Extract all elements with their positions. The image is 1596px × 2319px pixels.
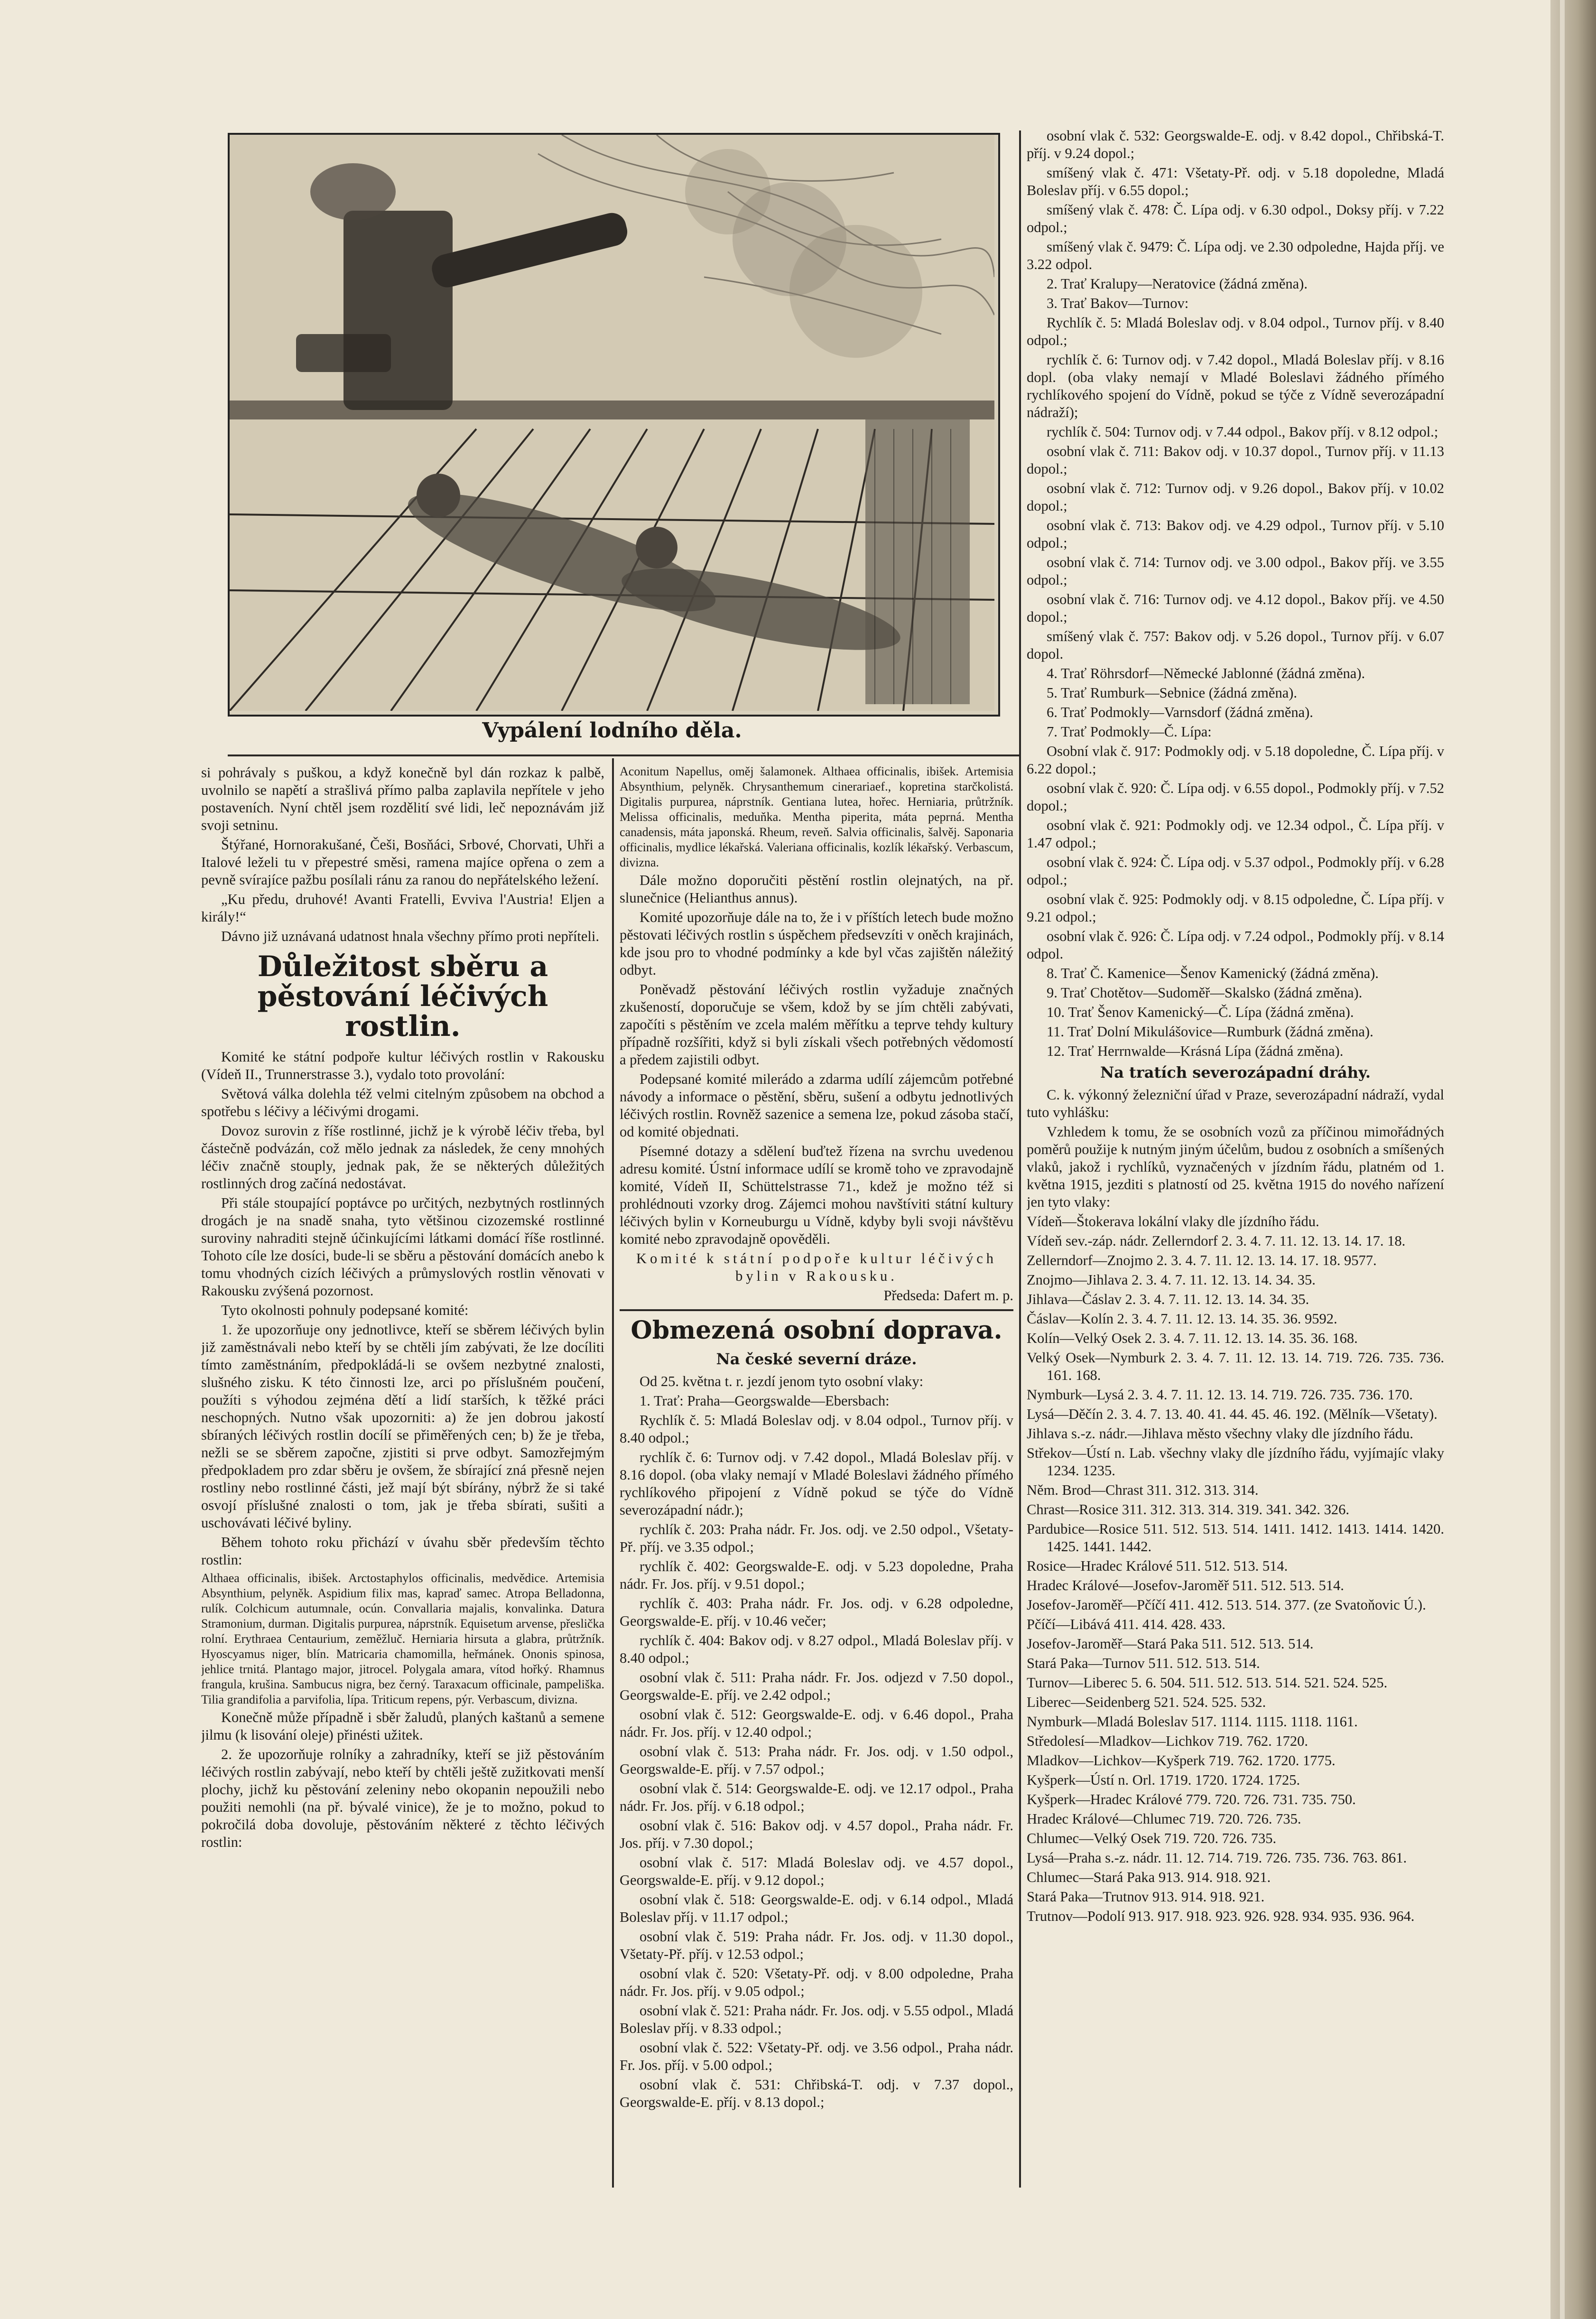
route-entry: Nymburk—Mladá Boleslav 517. 1114. 1115. 1118. 1161.	[1027, 1714, 1358, 1730]
route-entry: Středolesí—Mladkov—Lichkov 719. 762. 1720.	[1027, 1733, 1308, 1749]
train-entry: osobní vlak č. 517: Mladá Boleslav odj. ve 4.57 dopol., Georgswalde-E. příj. v 9.12 dopol.;	[620, 1854, 1013, 1888]
train-entry: osobní vlak č. 516: Bakov odj. v 4.57 dopol., Praha nádr. Fr. Jos. příj. v 7.30 dopol.;	[620, 1817, 1013, 1851]
train-entry: smíšený vlak č. 757: Bakov odj. v 5.26 dopol., Turnov příj. v 6.07 dopol.	[1027, 628, 1444, 662]
train-list-northwest	[1027, 1213, 1444, 1925]
train-entry: osobní vlak č. 520: Všetaty-Př. odj. v 8.00 odpoledne, Praha nádr. Fr. Jos. příj. v 9.05 odpol.;	[620, 1965, 1013, 1999]
train-list-col3	[1027, 127, 1444, 1060]
route-entry: Něm. Brod—Chrast 311. 312. 313. 314.	[1027, 1482, 1259, 1498]
train-entry: osobní vlak č. 926: Č. Lípa odj. v 7.24 odpol., Podmokly příj. v 8.14 odpol.	[1027, 928, 1444, 962]
route-entry: Hradec Králové—Josefov-Jaroměř 511. 512. 513. 514.	[1027, 1577, 1344, 1593]
route-entry: Lysá—Děčín 2. 3. 4. 7. 13. 40. 41. 44. 45. 46. 192. (Mělník—Všetaty).	[1027, 1406, 1438, 1422]
plant-list-2: Aconitum Napellus, oměj šalamonek. Althaea officinalis, ibišek. Artemisia Absynthium, pelyněk. Chrysanthemum cinerariaef., kopretina starčkolistá. Digitalis purpurea, náprstník. Gentiana lutea, hořec. Herniaria, průtržník. Melissa officinalis, meduňka. Mentha piperita, máta peprná. Mentha canadensis, máta japonská. Rheum, reveň. Salvia officinalis, šalvěj. Saponaria officinalis, mydlice lékařská. Valeriana officinalis, kozlík lékařský. Verbascum, divizna.	[620, 764, 1013, 869]
train-entry: Rychlík č. 5: Mladá Boleslav odj. v 8.04 odpol., Turnov příj. v 8.40 odpol.;	[620, 1412, 1013, 1446]
column-rule-right	[1019, 130, 1021, 2188]
train-list-col2	[620, 1392, 1013, 2111]
train-entry: 3. Trať Bakov—Turnov:	[1047, 295, 1189, 311]
train-entry: rychlík č. 402: Georgswalde-E. odj. v 5.23 dopoledne, Praha nádr. Fr. Jos. příj. v 9.51 dopol.;	[620, 1558, 1013, 1592]
route-entry: Nymburk—Lysá 2. 3. 4. 7. 11. 12. 13. 14. 719. 726. 735. 736. 170.	[1027, 1387, 1413, 1403]
train-entry: rychlík č. 504: Turnov odj. v 7.44 odpol., Bakov příj. v 8.12 odpol.;	[1047, 424, 1438, 440]
signature-org: Komité k státní podpoře kultur léčivých bylin v Rakousku.	[636, 1250, 997, 1284]
herbs-para-10: Dále možno doporučiti pěstění rostlin olejnatých, na př. slunečnice (Helianthus annus).	[620, 872, 1013, 906]
column-3	[1027, 127, 1444, 2188]
subtitle-north-railway: Na české severní dráze.	[716, 1350, 917, 1368]
route-entry: Chlumec—Velký Osek 719. 720. 726. 735.	[1027, 1830, 1277, 1846]
train-entry: osobní vlak č. 518: Georgswalde-E. odj. v 6.14 odpol., Mladá Boleslav příj. v 11.17 odpol.;	[620, 1891, 1013, 1925]
herbs-para-1: Komité ke státní podpoře kultur léčivých rostlin v Rakousku (Vídeň II., Trunnerstrasse 3.), vydalo toto provolání:	[201, 1049, 604, 1082]
herbs-para-7: Během tohoto roku přichází v úvahu sběr především těchto rostlin:	[201, 1534, 604, 1568]
route-entry: Turnov—Liberec 5. 6. 504. 511. 512. 513. 514. 521. 524. 525.	[1027, 1675, 1388, 1691]
article-title-transport: Obmezená osobní doprava.	[631, 1316, 1002, 1345]
route-entry: Velký Osek—Nymburk 2. 3. 4. 7. 11. 12. 13. 14. 719. 726. 735. 736. 161. 168.	[1027, 1350, 1444, 1383]
train-entry: osobní vlak č. 532: Georgswalde-E. odj. v 8.42 dopol., Chřibská-T. příj. v 9.24 dopol.;	[1027, 128, 1444, 161]
route-entry: Jihlava s.-z. nádr.—Jihlava město všechny vlaky dle jízdního řádu.	[1027, 1425, 1413, 1442]
route-entry: Rosice—Hradec Králové 511. 512. 513. 514.	[1027, 1558, 1288, 1574]
article-title-herbs: Důležitost sběru a pěstování léčivých rostlin.	[257, 950, 548, 1043]
train-entry: Osobní vlak č. 917: Podmokly odj. v 5.18 dopoledne, Č. Lípa příj. v 6.22 dopol.;	[1027, 743, 1444, 777]
train-entry: 5. Trať Rumburk—Sebnice (žádná změna).	[1047, 685, 1298, 701]
route-entry: Trutnov—Podolí 913. 917. 918. 923. 926. 928. 934. 935. 936. 964.	[1027, 1908, 1415, 1924]
train-entry: rychlík č. 404: Bakov odj. v 8.27 odpol., Mladá Boleslav příj. v 8.40 odpol.;	[620, 1632, 1013, 1666]
train-entry: smíšený vlak č. 9479: Č. Lípa odj. ve 2.30 odpoledne, Hajda příj. ve 3.22 odpol.	[1027, 239, 1444, 272]
herbs-para-8: Konečně může případně i sběr žaludů, planých kaštanů a semene jilmu (k lisování oleje) přinésti užitek.	[201, 1709, 604, 1743]
train-entry: 4. Trať Röhrsdorf—Německé Jablonné (žádná změna).	[1047, 665, 1365, 681]
train-entry: osobní vlak č. 711: Bakov odj. v 10.37 dopol., Turnov příj. v 11.13 dopol.;	[1027, 443, 1444, 477]
intro-para-1: si pohrávaly s puškou, a když konečně byl dán rozkaz k palbě, uvolnilo se napětí a strašlivá přímo palba zaplavila nepřítele v jeho postaveních. Nyní chtěl jsem rozdělití své lidi, leč nepoznávám již svoji setninu.	[201, 764, 604, 833]
train-entry: osobní vlak č. 924: Č. Lípa odj. v 5.37 odpol., Podmokly příj. v 6.28 odpol.;	[1027, 854, 1444, 888]
route-entry: Stará Paka—Trutnov 913. 914. 918. 921.	[1027, 1889, 1265, 1905]
train-entry: 6. Trať Podmokly—Varnsdorf (žádná změna).	[1047, 704, 1313, 720]
binding-edge	[1560, 0, 1565, 2319]
column-rule-left	[612, 758, 614, 2188]
train-entry: osobní vlak č. 531: Chřibská-T. odj. v 7.37 dopol., Georgswalde-E. příj. v 8.13 dopol.;	[620, 2076, 1013, 2110]
herbs-para-2: Světová válka dolehla též velmi citelným způsobem na obchod a spotřebu s léčivy a léčivými drogami.	[201, 1086, 604, 1119]
subtitle-northwest-railway: Na tratích severozápadní dráhy.	[1100, 1063, 1371, 1081]
train-entry: osobní vlak č. 920: Č. Lípa odj. v 6.55 dopol., Podmokly příj. v 7.52 dopol.;	[1027, 780, 1444, 814]
route-entry: Josefov-Jaroměř—Stará Paka 511. 512. 513. 514.	[1027, 1636, 1314, 1652]
train-entry: osobní vlak č. 714: Turnov odj. ve 3.00 odpol., Bakov příj. ve 3.55 odpol.;	[1027, 554, 1444, 588]
train-entry: rychlík č. 403: Praha nádr. Fr. Jos. odj. v 6.28 odpoledne, Georgswalde-E. příj. v 10.46 večer;	[620, 1595, 1013, 1629]
route-entry: Kolín—Velký Osek 2. 3. 4. 7. 11. 12. 13. 14. 35. 36. 168.	[1027, 1330, 1358, 1346]
train-entry: osobní vlak č. 712: Turnov odj. v 9.26 dopol., Bakov příj. v 10.02 dopol.;	[1027, 480, 1444, 514]
train-entry: 9. Trať Chotětov—Sudoměř—Skalsko (žádná změna).	[1047, 985, 1363, 1001]
train-entry: rychlík č. 6: Turnov odj. v 7.42 dopol., Mladá Boleslav příj. v 8.16 dopol. (oba vlaky nemají v Mladé Boleslavi žádného přímého rychlíkového připojení z Vídně pokud se týče do Vídně severozápadní nádr.);	[620, 1449, 1013, 1518]
route-entry: Pčíčí—Libává 411. 414. 428. 433.	[1027, 1616, 1226, 1632]
intro-para-3: „Ku předu, druhové! Avanti Fratelli, Evviva l'Austria! Eljen a király!“	[201, 891, 604, 925]
route-entry: Lysá—Praha s.-z. nádr. 11. 12. 714. 719. 726. 735. 736. 763. 861.	[1027, 1850, 1407, 1866]
route-entry: Stará Paka—Turnov 511. 512. 513. 514.	[1027, 1655, 1260, 1671]
train-entry: osobní vlak č. 519: Praha nádr. Fr. Jos. odj. v 11.30 dopol., Všetaty-Př. příj. v 12.53 odpol.;	[620, 1928, 1013, 1962]
train-entry: osobní vlak č. 522: Všetaty-Př. odj. ve 3.56 odpol., Praha nádr. Fr. Jos. příj. v 5.00 odpol.;	[620, 2039, 1013, 2073]
illustration-ship-cannon	[228, 133, 1000, 717]
train-entry: osobní vlak č. 925: Podmokly odj. v 8.15 odpoledne, Č. Lípa příj. v 9.21 odpol.;	[1027, 891, 1444, 925]
illustration-caption: Vypálení lodního děla.	[482, 718, 742, 743]
route-entry: Josefov-Jaroměř—Pčíčí 411. 412. 513. 514. 377. (ze Svatoňovic Ú.).	[1027, 1597, 1426, 1613]
binding-spine	[1550, 0, 1596, 2319]
route-entry: Střekov—Ústí n. Lab. všechny vlaky dle jízdního řádu, vyjímajíc vlaky 1234. 1235.	[1027, 1445, 1444, 1479]
train-entry: osobní vlak č. 521: Praha nádr. Fr. Jos. odj. v 5.55 odpol., Mladá Boleslav příj. v 8.33 odpol.;	[620, 2002, 1013, 2036]
route-entry: Chlumec—Stará Paka 913. 914. 918. 921.	[1027, 1869, 1271, 1885]
intro-para-4: Dávno již uznávaná udatnost hnala všechny přímo proti nepříteli.	[221, 928, 600, 944]
train-entry: 2. Trať Kralupy—Neratovice (žádná změna).	[1047, 276, 1308, 292]
route-entry: Znojmo—Jihlava 2. 3. 4. 7. 11. 12. 13. 14. 34. 35.	[1027, 1272, 1316, 1288]
herbs-para-9: 2. že upozorňuje rolníky a zahradníky, kteří se již pěstováním léčivých rostlin zabývají, nebo kteří by chtěli ještě zužitkovati menší plochy, jichž ku pěstování zeleniny nebo okopanin nepoužili nebo použiti nemohli (na př. bývalé vinice), že je to možno, pokud to pokročilá doba dovoluje, pěstováním některé z těchto léčivých rostlin:	[201, 1746, 604, 1850]
herbs-para-12: Poněvadž pěstování léčivých rostlin vyžaduje značných zkušeností, doporučuje se všem, kdož by se jím chtěli zabývati, započíti s pěstěním ve zcela malém měřítku a teprve tehdy kultury případně rozšířiti, když si byli získali všech potřebných vědomostí a předem zajistili odbyt.	[620, 981, 1013, 1068]
train-entry: 11. Trať Dolní Mikulášovice—Rumburk (žádná změna).	[1047, 1024, 1373, 1040]
route-entry: Zellerndorf—Znojmo 2. 3. 4. 7. 11. 12. 13. 14. 17. 18. 9577.	[1027, 1252, 1377, 1268]
train-entry: smíšený vlak č. 478: Č. Lípa odj. v 6.30 odpol., Doksy příj. v 7.22 odpol.;	[1027, 202, 1444, 235]
route-entry: Kyšperk—Hradec Králové 779. 720. 726. 731. 735. 750.	[1027, 1791, 1356, 1807]
transport-intro: Od 25. května t. r. jezdí jenom tyto osobní vlaky:	[640, 1373, 924, 1389]
herbs-para-3: Dovoz surovin z říše rostlinné, jichž je k výrobě léčiv třeba, byl částečně podvázán, což mělo jednak za následek, že ceny mnohých léčiv značně stouply, jednak pak, že se některých důležitých rostlinných drog začíná nedostávat.	[201, 1123, 604, 1192]
herbs-para-11: Komité upozorňuje dále na to, že i v příštích letech bude možno pěstovati léčivých rostlin s úspěchem předsevzíti v oněch krajinách, kde jsou pro to vhodné podmínky a kde byl včas zajištěn náležitý odbyt.	[620, 909, 1013, 978]
cannon-firing-drawing	[230, 135, 994, 711]
train-entry: 8. Trať Č. Kamenice—Šenov Kamenický (žádná změna).	[1047, 965, 1379, 981]
nw-intro-1: C. k. výkonný železniční úřad v Praze, severozápadní nádraží, vydal tuto vyhlášku:	[1027, 1087, 1444, 1120]
herbs-para-4: Při stále stoupající poptávce po určitých, nezbytných rostlinných drogách je na snadě snaha, tyto většinou cizozemské rostlinné suroviny nahraditi stejně účinkujícími látkami domácí říše rostlinné. Tohoto cíle lze dosíci, bude-li se sběru a pěstování domácích anebo k tomu vhodných cizích léčivých a průmyslových rostlin věnovati v Rakousku zvýšená pozornost.	[201, 1195, 604, 1299]
train-entry: osobní vlak č. 512: Georgswalde-E. odj. v 6.46 dopol., Praha nádr. Fr. Jos. příj. v 12.40 odpol.;	[620, 1706, 1013, 1740]
column-1	[201, 764, 604, 2188]
route-entry: Vídeň sev.-záp. nádr. Zellerndorf 2. 3. 4. 7. 11. 12. 13. 14. 17. 18.	[1027, 1233, 1406, 1249]
train-entry: osobní vlak č. 513: Praha nádr. Fr. Jos. odj. v 1.50 odpol., Georgswalde-E. příj. v 7.57 odpol.;	[620, 1743, 1013, 1777]
train-entry: osobní vlak č. 713: Bakov odj. ve 4.29 odpol., Turnov příj. v 5.10 odpol.;	[1027, 517, 1444, 551]
herbs-para-6: 1. že upozorňuje ony jednotlivce, kteří se sběrem léčivých bylin již zaměstnávali nebo kteří by se chtěli jím zabývati, že lze docíliti tímto zaměstnáním, předpokládá-li se ovšem nezbytné znalosti, slušného zisku. K této činnosti lze, arci po příslušném poučení, použíti s výhodou zejména dětí a lidí starších, k těžké práci neschopných. Nutno však upozorniti: a) že jen dobrou jakostí sbíraných léčivých rostlin docílí se přiměřených cen; b) že je třeba, nežli se se sběrem započne, zjistiti si prve odbyt. Samozřejmým předpokladem pro zdar sběru je ovšem, že sbírající zná přesně nejen rostliny nebo rostlinné části, jež mají být sbírány, nýbrž že si také osvojí příslušné znalosti o tom, jak je třeba sbírati, sušiti a uschovávati léčivé byliny.	[201, 1322, 604, 1531]
herbs-para-13: Podepsané komité milerádo a zdarma udílí zájemcům potřebné návody a informace o pěstění, sběru, sušení a odbytu jednotlivých léčivých rostlin. Rovněž sazenice a semena lze, pokud zásoba stačí, od komité objednati.	[620, 1071, 1013, 1140]
train-entry: osobní vlak č. 511: Praha nádr. Fr. Jos. odjezd v 7.50 dopol., Georgswalde-E. příj. ve 2.42 odpol.;	[620, 1669, 1013, 1703]
route-entry: Vídeň—Štokerava lokální vlaky dle jízdního řádu.	[1027, 1213, 1319, 1229]
herbs-para-5: Tyto okolnosti pohnuly podepsané komité:	[221, 1302, 469, 1318]
train-entry: 10. Trať Šenov Kamenický—Č. Lípa (žádná změna).	[1047, 1004, 1354, 1020]
nw-intro-2: Vzhledem k tomu, že se osobních vozů za příčinou mimořádných poměrů použije k nutným jiným účelům, budou z osobních a smíšených vlaků, jakož i rychlíků, vyznačených v jízdním řádu, platném od 1. května 1915, jezditi s platností od 25. května 1915 do nového nařízení jen tyto vlaky:	[1027, 1124, 1444, 1210]
route-entry: Pardubice—Rosice 511. 512. 513. 514. 1411. 1412. 1413. 1414. 1420. 1425. 1441. 1442.	[1027, 1521, 1444, 1555]
train-entry: rychlík č. 6: Turnov odj. v 7.42 dopol., Mladá Boleslav příj. v 8.16 dopl. (oba vlaky nemají v Mladé Boleslavi žádného přímého rychlíkového spojení do Vídně, pokud se týče z Vídně severozápadní nádraží);	[1027, 352, 1444, 420]
route-entry: Liberec—Seidenberg 521. 524. 525. 532.	[1027, 1694, 1266, 1710]
train-entry: rychlík č. 203: Praha nádr. Fr. Jos. odj. ve 2.50 odpol., Všetaty-Př. příj. ve 3.35 odpol.;	[620, 1521, 1013, 1555]
train-entry: 1. Trať: Praha—Georgswalde—Ebersbach:	[640, 1392, 890, 1409]
column-2	[620, 764, 1013, 2188]
article-separator	[620, 1309, 1013, 1311]
route-entry: Chrast—Rosice 311. 312. 313. 314. 319. 341. 342. 326.	[1027, 1501, 1350, 1518]
caption-underline	[228, 754, 1019, 756]
plant-list-1: Althaea officinalis, ibišek. Arctostaphylos officinalis, medvědice. Artemisia Absynthium, pelyněk. Aspidium filix mas, kapraď samec. Atropa Belladonna, rulík. Colchicum autumnale, ocún. Convallaria majalis, konvalinka. Datura Stramonium, durman. Digitalis purpurea, náprstník. Equisetum arvense, přeslička rolní. Erythraea Centaurium, zeměžluč. Herniaria hirsuta a glabra, průtržník. Hyoscyamus niger, blín. Matricaria chamomilla, heřmánek. Ononis spinosa, jehlice trnitá. Plantago major, jitrocel. Polygala amara, vítod hořký. Rhamnus frangula, krušina. Sambucus nigra, bez černý. Taraxacum officinale, pampeliška. Tilia grandifolia a parvifolia, lípa. Triticum repens, pýr. Verbascum, divizna.	[201, 1571, 604, 1706]
train-entry: 12. Trať Herrnwalde—Krásná Lípa (žádná změna).	[1047, 1043, 1344, 1059]
route-entry: Čáslav—Kolín 2. 3. 4. 7. 11. 12. 13. 14. 35. 36. 9592.	[1027, 1311, 1337, 1327]
train-entry: smíšený vlak č. 471: Všetaty-Př. odj. v 5.18 dopoledne, Mladá Boleslav příj. v 6.55 dopol.;	[1027, 165, 1444, 198]
route-entry: Mladkov—Lichkov—Kyšperk 719. 762. 1720. 1775.	[1027, 1752, 1336, 1769]
train-entry: osobní vlak č. 921: Podmokly odj. ve 12.34 odpol., Č. Lípa příj. v 1.47 odpol.;	[1027, 817, 1444, 851]
intro-para-2: Štýřané, Hornorakušané, Češi, Bosňáci, Srbové, Chorvati, Uhři a Italové leželi tu v přepestré směsi, ramena majíce opřena o zem a pevně svírajíce pažbu posílali ránu za ranou do nepřátelského ležení.	[201, 837, 604, 888]
route-entry: Jihlava—Čáslav 2. 3. 4. 7. 11. 12. 13. 14. 34. 35.	[1027, 1291, 1309, 1307]
herbs-para-14: Písemné dotazy a sdělení buďtež řízena na svrchu uvedenou adresu komité. Ústní informace udílí se kromě toho ve zpravodajně komité, Vídeň II, Schüttelstrasse 71., kdež je možno též si prohlédnouti vzorky drog. Zájemci mohou navštíviti státní kultury léčivých bylin v Korneuburgu u Vídně, kdyby byli svoji návštěvu komité nebo zpravodajně opověděli.	[620, 1143, 1013, 1247]
train-entry: osobní vlak č. 514: Georgswalde-E. odj. ve 12.17 odpol., Praha nádr. Fr. Jos. příj. v 6.18 odpol.;	[620, 1780, 1013, 1814]
route-entry: Hradec Králové—Chlumec 719. 720. 726. 735.	[1027, 1811, 1301, 1827]
train-entry: 7. Trať Podmokly—Č. Lípa:	[1047, 724, 1212, 740]
signature-name: Předseda: Dafert m. p.	[883, 1287, 1013, 1304]
train-entry: osobní vlak č. 716: Turnov odj. ve 4.12 dopol., Bakov příj. ve 4.50 dopol.;	[1027, 591, 1444, 625]
route-entry: Kyšperk—Ústí n. Orl. 1719. 1720. 1724. 1725.	[1027, 1772, 1300, 1788]
train-entry: Rychlík č. 5: Mladá Boleslav odj. v 8.04 odpol., Turnov příj. v 8.40 odpol.;	[1027, 315, 1444, 348]
